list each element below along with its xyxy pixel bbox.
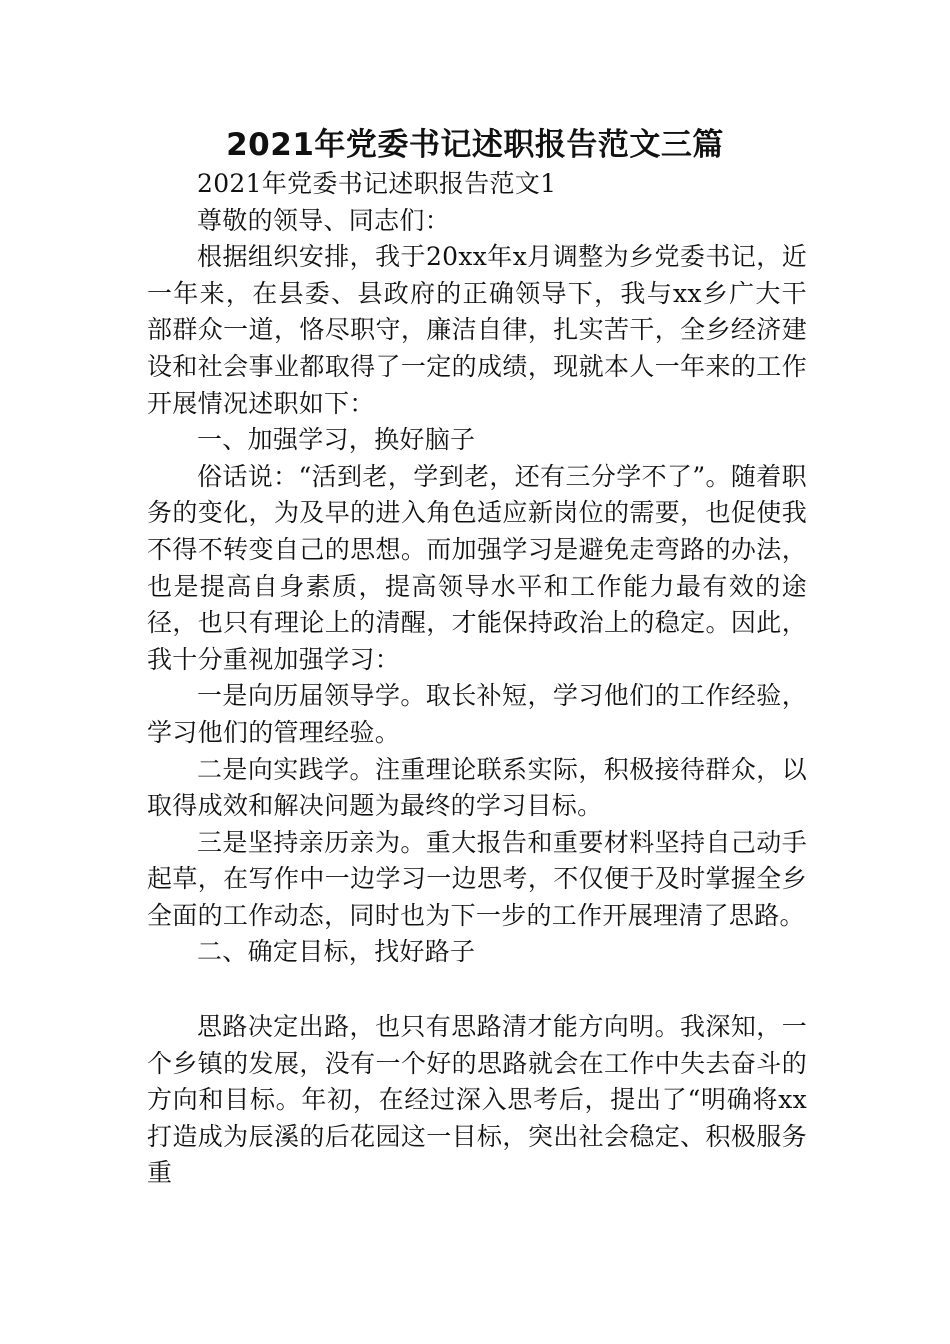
document-body: [147, 166, 807, 1192]
section-heading: 二、确定目标，找好路子: [197, 937, 476, 967]
body-paragraph: 二是向实践学。注重理论联系实际，积极接待群众，以取得成效和解决问题为最终的学习目标。: [147, 754, 807, 821]
document-title: 2021年党委书记述职报告范文三篇: [226, 127, 724, 163]
salutation-paragraph: 尊敬的领导、同志们：: [197, 205, 451, 235]
section-heading: 一、加强学习，换好脑子: [197, 425, 476, 455]
body-paragraph: 三是坚持亲历亲为。重大报告和重要材料坚持自己动手起草，在写作中一边学习一边思考，不仅便于及时掌握全乡全面的工作动态，同时也为下一步的工作开展理清了思路。: [147, 827, 807, 930]
body-paragraph: 一是向历届领导学。取长补短，学习他们的工作经验，学习他们的管理经验。: [147, 681, 807, 747]
body-paragraph: 思路决定出路，也只有思路清才能方向明。我深知，一个乡镇的发展，没有一个好的思路就会在工作中失去奋斗的方向和目标。年初，在经过深入思考后，提出了“明确将xx打造成为辰溪的后花园这一目标，突出社会稳定、积极服务重: [147, 1012, 807, 1188]
body-paragraph: 俗话说：“活到老，学到老，还有三分学不了”。随着职务的变化，为及早的进入角色适应新岗位的需要，也促使我不得不转变自己的思想。而加强学习是避免走弯路的办法，也是提高自身素质，提高领导水平和工作能力最有效的途径，也只有理论上的清醒，才能保持政治上的稳定。因此，我十分重视加强学习：: [147, 461, 807, 674]
body-paragraph: 根据组织安排，我于20xx年x月调整为乡党委书记，近一年来，在县委、县政府的正确领导下，我与xx乡广大干部群众一道，恪尽职守，廉洁自律，扎实苦干，全乡经济建设和社会事业都取得了一定的成绩，现就本人一年来的工作开展情况述职如下：: [147, 242, 807, 418]
subtitle-paragraph: 2021年党委书记述职报告范文1: [197, 169, 557, 198]
